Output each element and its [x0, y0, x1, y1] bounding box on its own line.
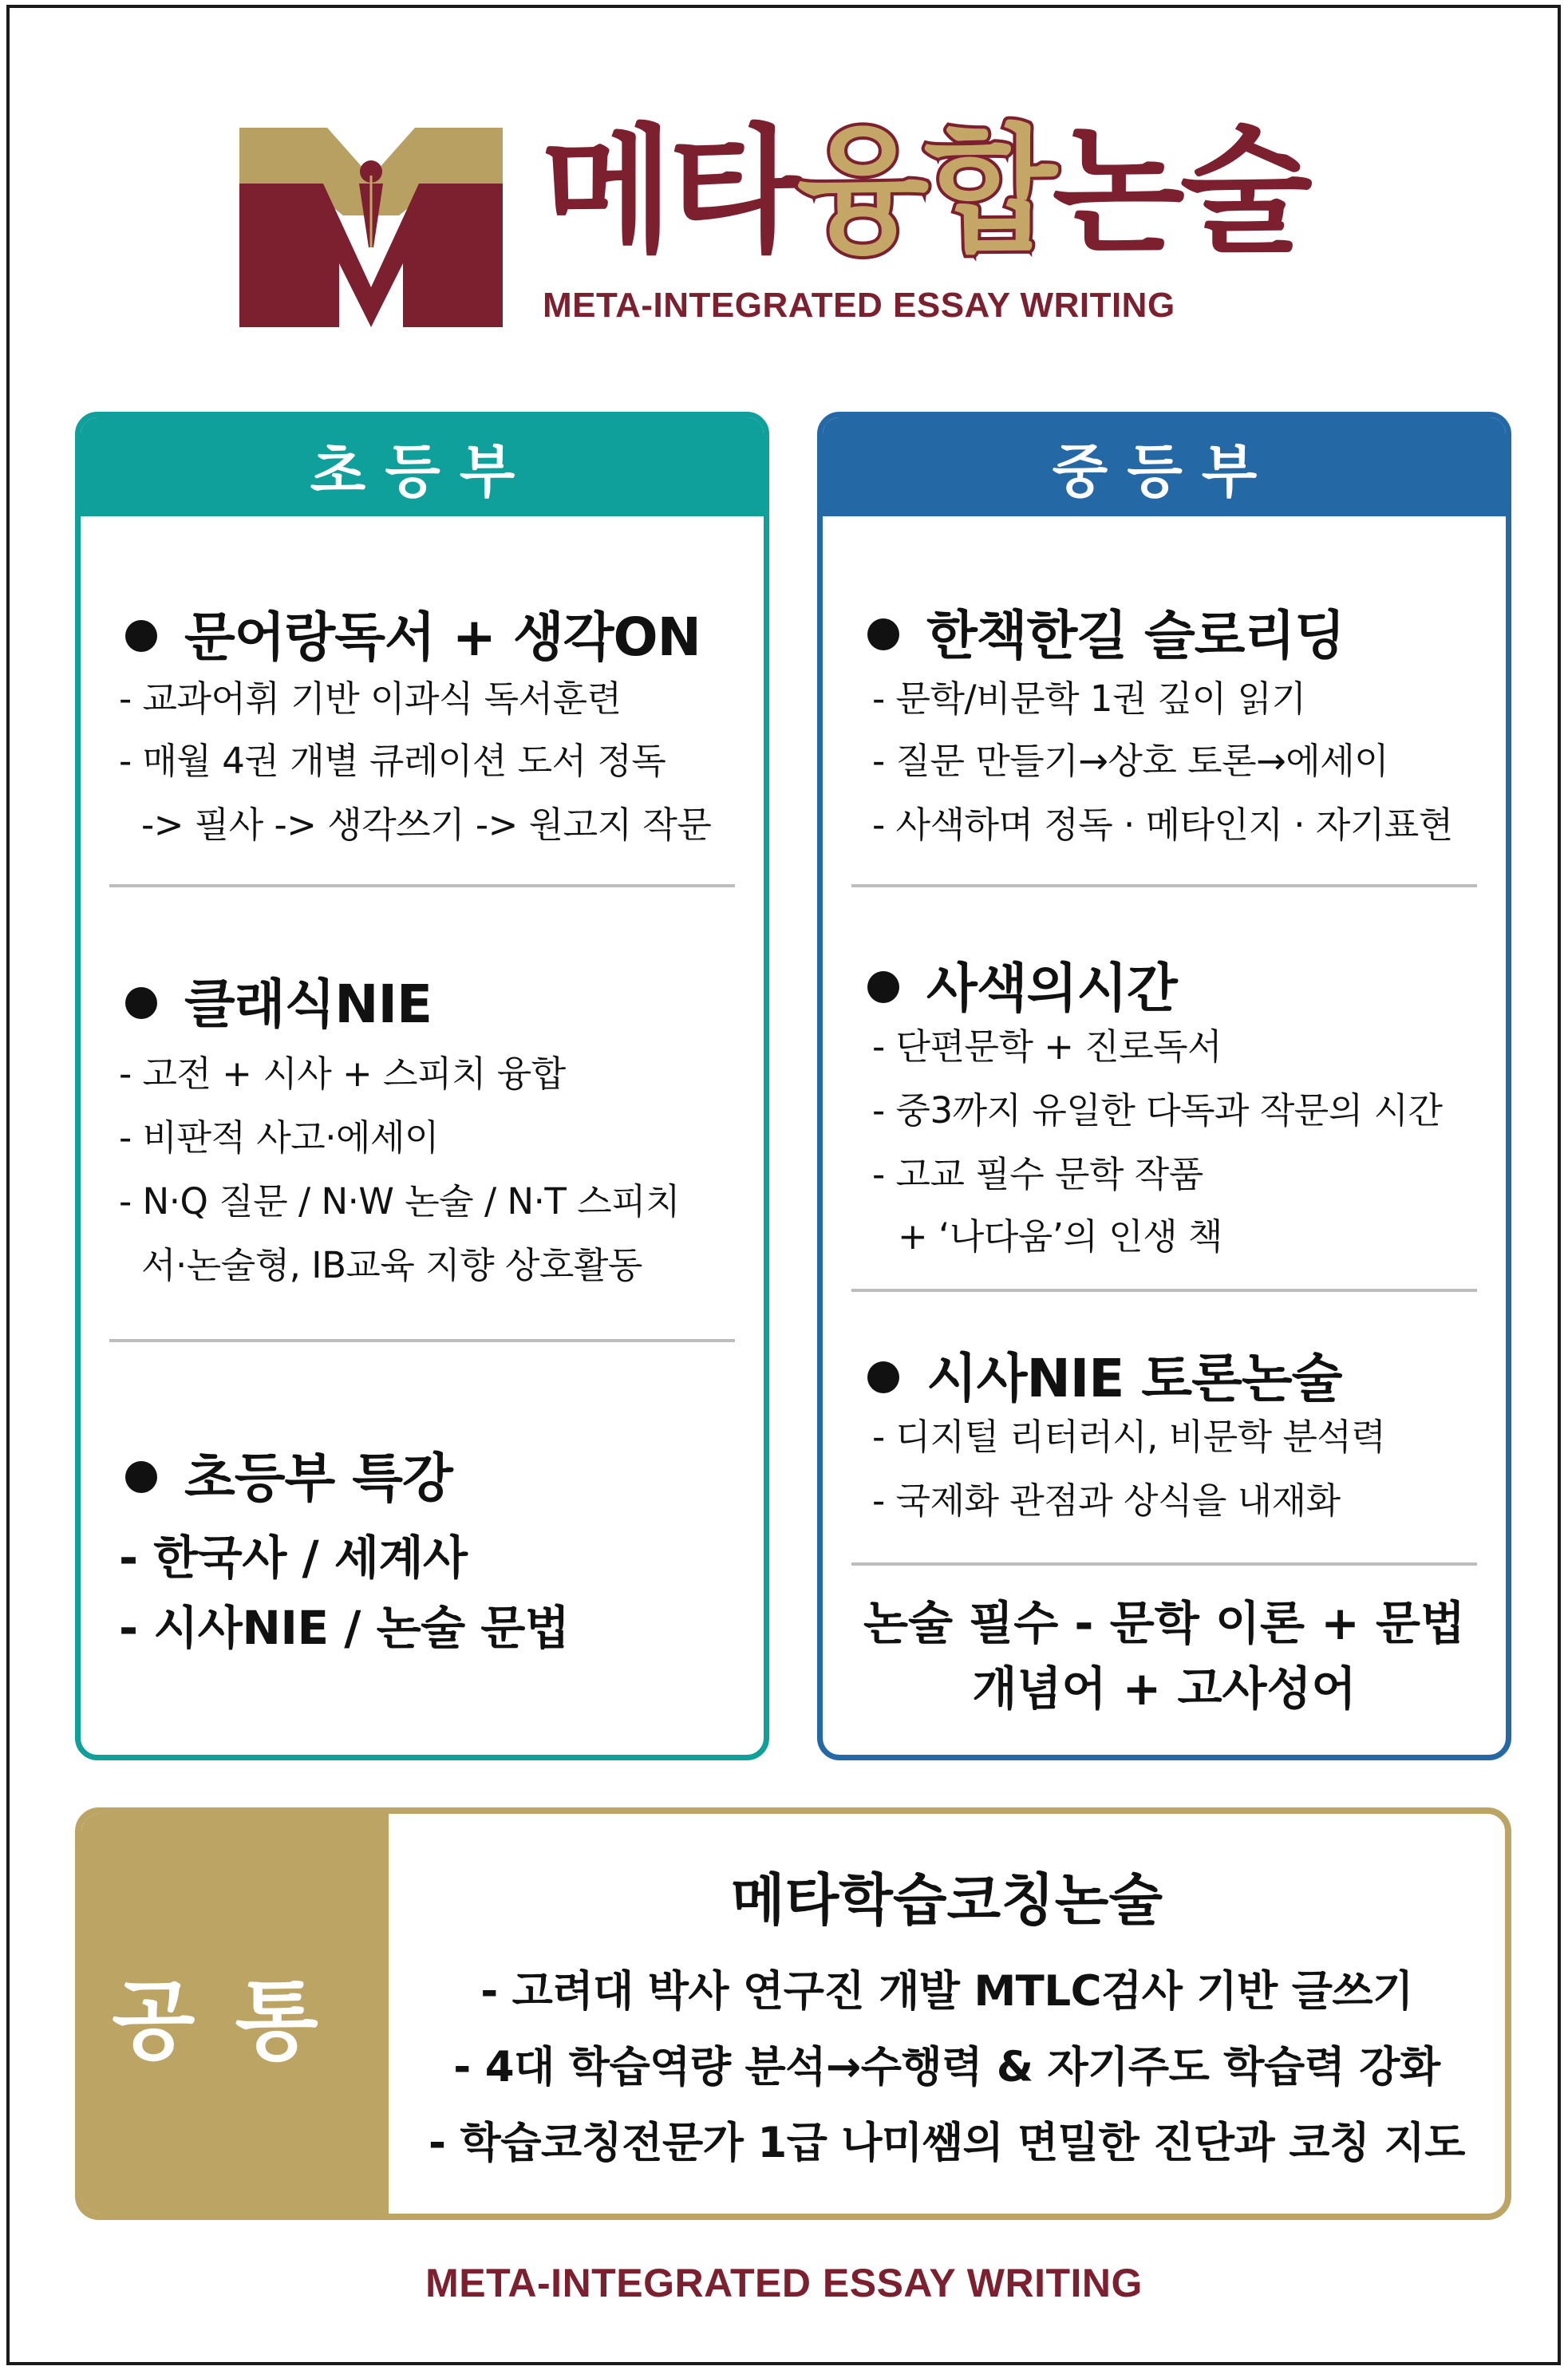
- section-title: 클래식NIE: [125, 962, 432, 1037]
- common-program-box: [75, 1807, 1511, 2220]
- brand-title: [541, 111, 1308, 271]
- brand-title-part3: 논술: [1052, 111, 1308, 271]
- section-line: + ‘나다움’의 인생 책: [898, 1215, 1223, 1258]
- elementary-heading: 초등부: [81, 417, 764, 516]
- section-line: - 문학/비문학 1권 깊이 읽기: [872, 677, 1306, 720]
- section-line: - 중3까지 유일한 다독과 작문의 시간: [872, 1089, 1443, 1132]
- common-line: - 4대 학습역량 분석→수행력 & 자기주도 학습력 강화: [453, 2043, 1440, 2092]
- common-body: [389, 1814, 1505, 2214]
- section-line: - 질문 만들기→상호 토론→에세이: [872, 740, 1389, 782]
- section-title: 문어랑독서 + 생각ON: [125, 594, 701, 670]
- divider: [851, 1289, 1477, 1292]
- section-line: - 시사NIE / 논술 문법: [119, 1601, 570, 1655]
- footer-brand-text: META-INTEGRATED ESSAY WRITING: [425, 2261, 1143, 2305]
- section-line: - N·Q 질문 / N·W 논술 / N·T 스피치: [119, 1180, 681, 1223]
- divider: [851, 884, 1477, 887]
- common-label: 공통: [81, 1814, 389, 2214]
- section-line: - 한국사 / 세계사: [119, 1531, 468, 1585]
- section-line: - 사색하며 정독 · 메타인지 · 자기표현: [872, 804, 1453, 846]
- section-line: - 고전 + 시사 + 스피치 융합: [119, 1053, 566, 1095]
- section-line: - 단편문학 + 진로독서: [872, 1025, 1222, 1068]
- bullet-icon: [867, 971, 899, 1003]
- common-title: 메타학습코칭논술: [731, 1867, 1163, 1933]
- bullet-icon: [867, 618, 899, 650]
- divider: [109, 1339, 735, 1342]
- bullet-icon: [867, 1361, 899, 1393]
- common-line: - 고려대 박사 연구진 개발 MTLC검사 기반 글쓰기: [480, 1967, 1413, 2016]
- section-line: - 국제화 관점과 상식을 내재화: [872, 1479, 1341, 1522]
- m-pen-nib-logo-icon: [239, 128, 503, 327]
- middle-school-heading: 중등부: [823, 417, 1506, 516]
- bullet-icon: [125, 987, 157, 1019]
- section-line: -> 필사 -> 생각쓰기 -> 원고지 작문: [141, 804, 712, 846]
- brand-title-part1: 메타: [541, 111, 797, 271]
- section-line: - 매월 4권 개별 큐레이션 도서 정독: [119, 740, 666, 782]
- bullet-icon: [125, 1461, 157, 1493]
- essay-essentials-note: 논술 필수 - 문학 이론 + 문법 개념어 + 고사성어: [863, 1596, 1466, 1716]
- elementary-panel: [75, 412, 769, 1760]
- bullet-icon: [125, 620, 157, 652]
- section-line: - 비판적 사고·에세이: [119, 1116, 439, 1159]
- middle-school-panel: [817, 412, 1511, 1760]
- section-line: - 디지털 리터러시, 비문학 분석력: [872, 1416, 1386, 1458]
- brand-subtitle: META-INTEGRATED ESSAY WRITING: [543, 286, 1175, 325]
- section-line: 서·논술형, IB교육 지향 상호활동: [141, 1244, 642, 1286]
- brand-title-part2: 융합: [796, 111, 1053, 271]
- section-title: 초등부 특강: [125, 1436, 452, 1511]
- common-line: - 학습코칭전문가 1급 나미쌤의 면밀한 진단과 코칭 지도: [429, 2119, 1465, 2167]
- divider: [851, 1562, 1477, 1566]
- section-title: 사색의시간: [867, 946, 1177, 1021]
- section-title: 시사NIE 토론논술: [867, 1336, 1341, 1412]
- section-line: - 고교 필수 문학 작품: [872, 1153, 1203, 1195]
- section-line: - 교과어휘 기반 이과식 독서훈련: [119, 677, 622, 720]
- divider: [109, 884, 735, 887]
- section-title: 한책한길 슬로리딩: [867, 593, 1345, 669]
